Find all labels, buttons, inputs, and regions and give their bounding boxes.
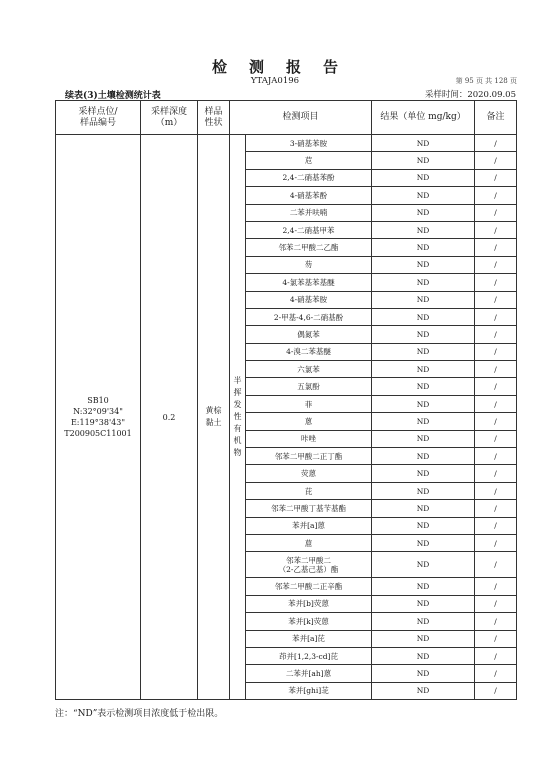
test-item-cell: 4-氯苯基苯基醚: [246, 274, 372, 291]
result-cell: ND: [372, 500, 475, 517]
test-item-cell: 4-硝基苯酚: [246, 187, 372, 204]
test-item-cell: 邻苯二甲酸丁基苄基酯: [246, 500, 372, 517]
depth-cell: 0.2: [141, 135, 198, 700]
note-cell: /: [475, 256, 517, 273]
test-item-cell: 苯并[b]荧蒽: [246, 595, 372, 612]
result-cell: ND: [372, 169, 475, 186]
result-cell: ND: [372, 647, 475, 664]
result-cell: ND: [372, 187, 475, 204]
note-cell: /: [475, 326, 517, 343]
note-cell: /: [475, 308, 517, 325]
test-item-cell: 䓛: [246, 534, 372, 551]
note-cell: /: [475, 613, 517, 630]
test-item-cell: 六氯苯: [246, 361, 372, 378]
note-cell: /: [475, 595, 517, 612]
note-cell: /: [475, 465, 517, 482]
result-cell: ND: [372, 430, 475, 447]
test-item-cell: 邻苯二甲酸二乙酯: [246, 239, 372, 256]
note-cell: /: [475, 378, 517, 395]
note-cell: /: [475, 187, 517, 204]
test-item-cell: 2,4-二硝基苯酚: [246, 169, 372, 186]
test-item-cell: 五氯酚: [246, 378, 372, 395]
col-header-depth: 采样深度 （m）: [141, 101, 198, 135]
note-cell: /: [475, 169, 517, 186]
result-cell: ND: [372, 630, 475, 647]
sample-point-cell: SB10 N:32°09'34" E:119°38'43" T200905C11001: [56, 135, 141, 700]
test-item-cell: 苯并[k]荧蒽: [246, 613, 372, 630]
result-cell: ND: [372, 326, 475, 343]
test-item-cell: 荧蒽: [246, 465, 372, 482]
sampling-time: 采样时间：2020.09.05: [424, 90, 516, 100]
note-cell: /: [475, 413, 517, 430]
test-item-cell: 二苯并呋喃: [246, 204, 372, 221]
result-cell: ND: [372, 552, 475, 578]
test-item-cell: 二苯并[ah]蒽: [246, 665, 372, 682]
note-cell: /: [475, 343, 517, 360]
note-cell: /: [475, 204, 517, 221]
test-item-cell: 邻苯二甲酸二 （2-乙基己基）酯: [246, 552, 372, 578]
note-cell: /: [475, 274, 517, 291]
result-cell: ND: [372, 682, 475, 699]
test-item-cell: 蒽: [246, 413, 372, 430]
test-item-cell: 芘: [246, 482, 372, 499]
footnote: 注：“ND”表示检测项目浓度低于检出限。: [55, 709, 224, 719]
result-cell: ND: [372, 274, 475, 291]
test-item-cell: 咔唑: [246, 430, 372, 447]
category-cell: 半 挥 发 性 有 机 物: [230, 135, 246, 700]
note-cell: /: [475, 221, 517, 238]
test-item-cell: 4-硝基苯胺: [246, 291, 372, 308]
test-item-cell: 4-溴二苯基醚: [246, 343, 372, 360]
test-item-cell: 3-硝基苯胺: [246, 135, 372, 152]
test-item-cell: 邻苯二甲酸二正丁酯: [246, 448, 372, 465]
result-cell: ND: [372, 361, 475, 378]
note-cell: /: [475, 552, 517, 578]
test-item-cell: 苊: [246, 152, 372, 169]
col-header-test-item: 检测项目: [230, 101, 372, 135]
header-row: [56, 101, 517, 135]
table-row: [56, 135, 517, 152]
note-cell: /: [475, 239, 517, 256]
note-cell: /: [475, 665, 517, 682]
result-cell: ND: [372, 343, 475, 360]
result-cell: ND: [372, 291, 475, 308]
test-item-cell: 茚并[1,2,3-cd]芘: [246, 647, 372, 664]
result-cell: ND: [372, 665, 475, 682]
note-cell: /: [475, 448, 517, 465]
note-cell: /: [475, 534, 517, 551]
test-item-cell: 2-甲基-4,6-二硝基酚: [246, 308, 372, 325]
note-cell: /: [475, 430, 517, 447]
test-item-cell: 芴: [246, 256, 372, 273]
col-header-sample-point: 采样点位/ 样品编号: [56, 101, 141, 135]
result-cell: ND: [372, 613, 475, 630]
report-title: 检测报告: [211, 58, 360, 76]
note-cell: /: [475, 291, 517, 308]
result-cell: ND: [372, 378, 475, 395]
note-cell: /: [475, 647, 517, 664]
test-item-cell: 偶氮苯: [246, 326, 372, 343]
note-cell: /: [475, 630, 517, 647]
note-cell: /: [475, 482, 517, 499]
note-cell: /: [475, 395, 517, 412]
note-cell: /: [475, 517, 517, 534]
note-cell: /: [475, 578, 517, 595]
note-cell: /: [475, 682, 517, 699]
col-header-result: 结果（单位 mg/kg）: [372, 101, 475, 135]
test-item-cell: 苯并[a]芘: [246, 630, 372, 647]
result-cell: ND: [372, 448, 475, 465]
result-cell: ND: [372, 308, 475, 325]
result-cell: ND: [372, 204, 475, 221]
page-info: 第 95 页 共 128 页: [455, 77, 517, 85]
result-cell: ND: [372, 482, 475, 499]
test-item-cell: 菲: [246, 395, 372, 412]
result-cell: ND: [372, 465, 475, 482]
note-cell: /: [475, 135, 517, 152]
col-header-note: 备注: [475, 101, 517, 135]
result-cell: ND: [372, 395, 475, 412]
result-cell: ND: [372, 517, 475, 534]
result-cell: ND: [372, 221, 475, 238]
result-cell: ND: [372, 239, 475, 256]
result-cell: ND: [372, 413, 475, 430]
soil-results-table: [55, 100, 517, 700]
table-subtitle: 续表(3)土壤检测统计表: [65, 91, 161, 101]
document-number: YTAJA0196: [250, 76, 300, 86]
soil-type-cell: 黄棕 黏土: [198, 135, 230, 700]
result-cell: ND: [372, 152, 475, 169]
result-cell: ND: [372, 256, 475, 273]
test-item-cell: 苯并[a]蒽: [246, 517, 372, 534]
note-cell: /: [475, 152, 517, 169]
test-item-cell: 邻苯二甲酸二正辛酯: [246, 578, 372, 595]
col-header-soil-type: 样品 性状: [198, 101, 230, 135]
test-item-cell: 苯并[ghi]苝: [246, 682, 372, 699]
result-cell: ND: [372, 534, 475, 551]
note-cell: /: [475, 361, 517, 378]
result-cell: ND: [372, 578, 475, 595]
result-cell: ND: [372, 135, 475, 152]
result-cell: ND: [372, 595, 475, 612]
test-item-cell: 2,4-二硝基甲苯: [246, 221, 372, 238]
note-cell: /: [475, 500, 517, 517]
